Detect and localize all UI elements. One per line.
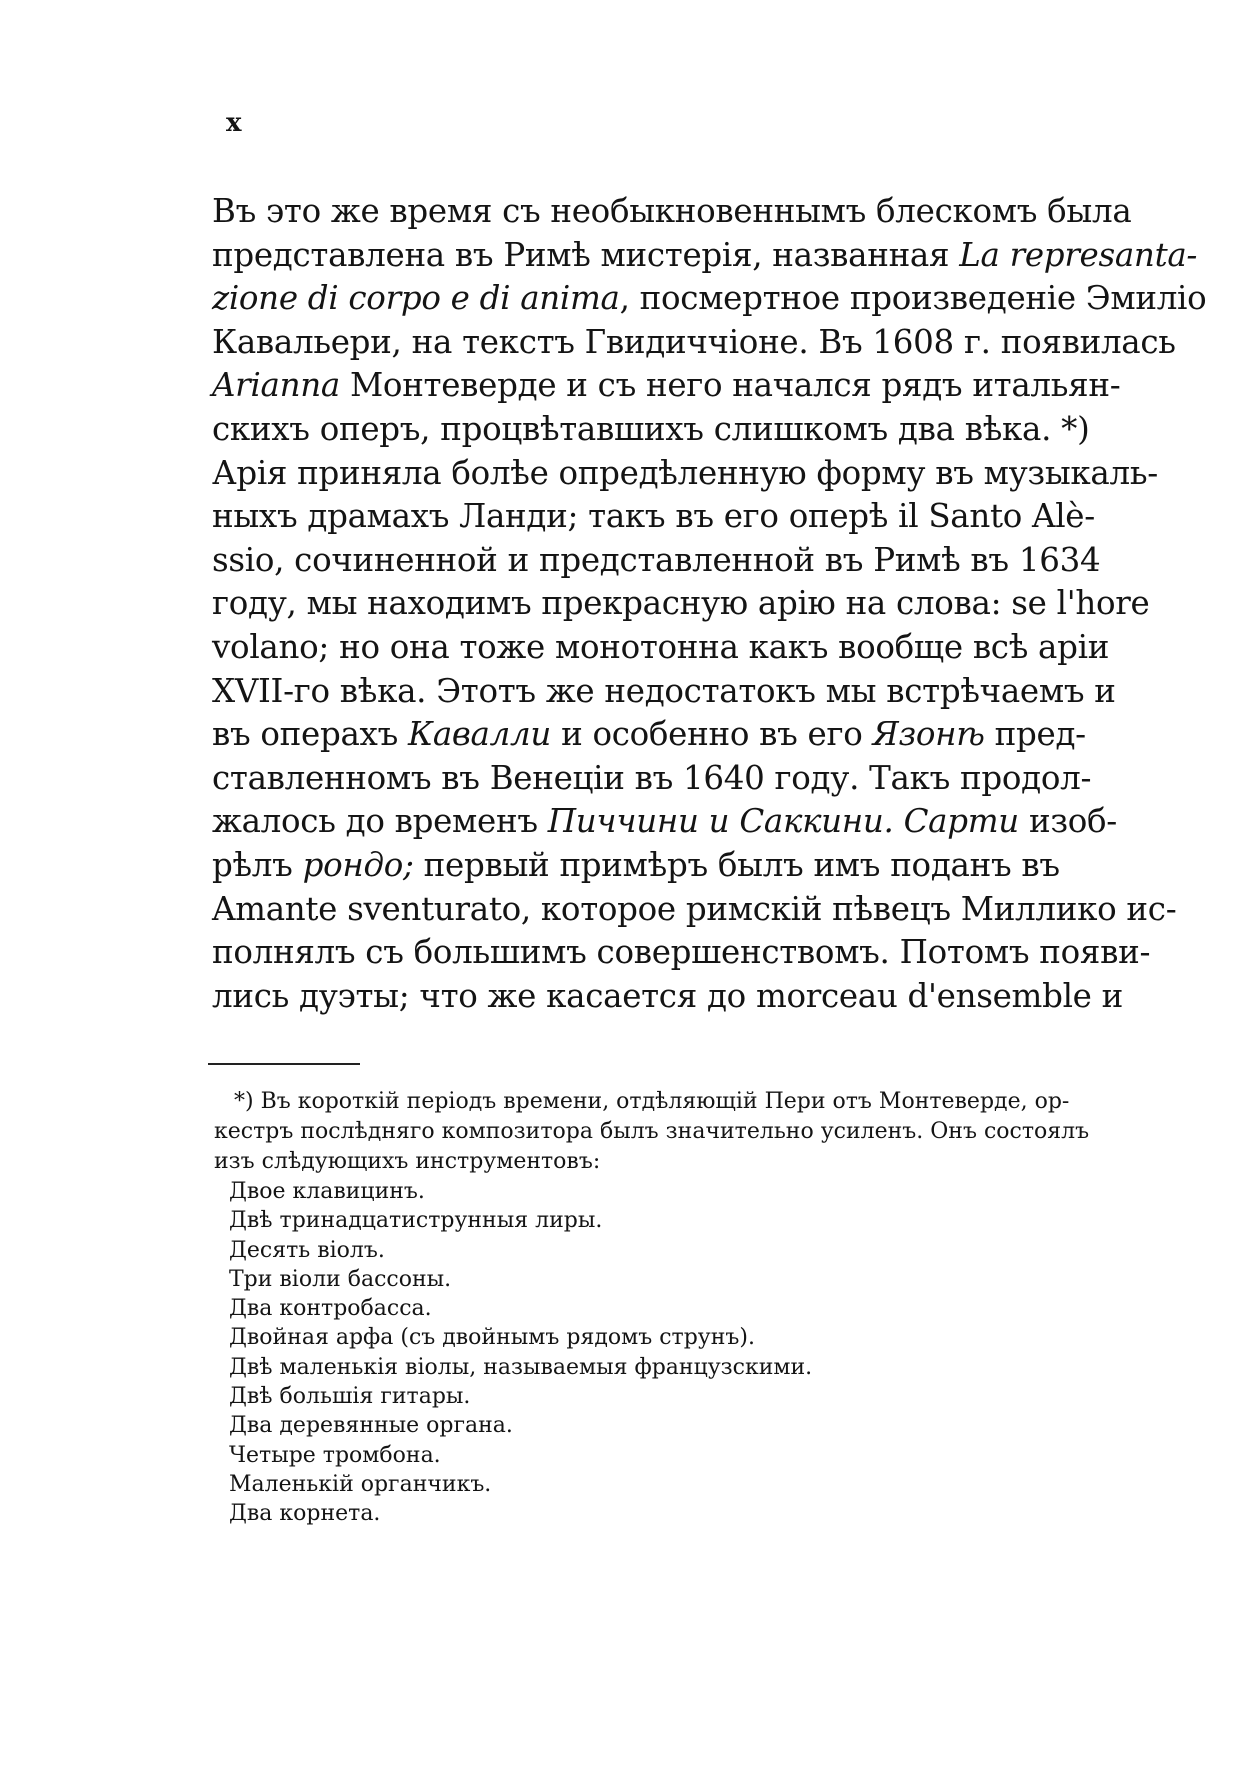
- text-line: [212, 931, 1151, 975]
- text-line: [212, 582, 1150, 626]
- text-run: и особенно въ его: [551, 715, 873, 754]
- text-line: [212, 626, 1110, 670]
- text-run: Арія приняла болѣе опредѣленную форму въ музыкаль-: [212, 453, 1158, 492]
- text-run: volano; но она тоже монотонна какъ вообще всѣ аріи: [212, 627, 1110, 666]
- text-line: [212, 800, 1117, 844]
- text-line: [212, 190, 1132, 234]
- instrument-item: Четыре тромбона.: [229, 1442, 441, 1468]
- text-run: лись дуэты; что же касается до morceau d'ensemble и: [212, 976, 1123, 1015]
- text-run: представлена въ Римѣ мистерія, названная: [212, 235, 960, 274]
- text-run: рѣлъ: [212, 845, 303, 884]
- italic-run: рондо;: [302, 845, 414, 884]
- text-line: [212, 452, 1158, 496]
- text-line: [212, 495, 1095, 539]
- italic-run: Язонѣ: [872, 715, 985, 754]
- instrument-item: Два контробасса.: [229, 1296, 432, 1322]
- page-number: x: [226, 108, 242, 138]
- instrument-list: [214, 1177, 1054, 1529]
- text-line: [212, 277, 1207, 321]
- text-line: [212, 844, 1060, 888]
- text-run: ставленномъ въ Венеціи въ 1640 году. Такъ продол-: [212, 758, 1092, 797]
- body-text: [212, 190, 1207, 1018]
- footnote-line: *) Въ короткій періодъ времени, отдѣляющій Пери отъ Монтеверде, ор-: [234, 1089, 1070, 1114]
- footnote-divider: [208, 1063, 360, 1065]
- text-run: пред-: [984, 715, 1086, 754]
- instrument-item: Три віоли бассоны.: [229, 1266, 452, 1292]
- text-run: году, мы находимъ прекрасную арію на слова: se l'hore: [212, 584, 1150, 623]
- instrument-item: Двѣ тринадцатиструнныя лиры.: [229, 1208, 603, 1234]
- instrument-item: Маленькій органчикъ.: [229, 1471, 492, 1497]
- text-run: XVII-го вѣка. Этотъ же недостатокъ мы встрѣчаемъ и: [212, 671, 1116, 710]
- instrument-item: Двойная арфа (съ двойнымъ рядомъ струнъ).: [229, 1325, 755, 1351]
- text-run: скихъ оперъ, процвѣтавшихъ слишкомъ два вѣка. *): [212, 409, 1090, 448]
- footnote-line: изъ слѣдующихъ инструментовъ:: [214, 1149, 601, 1174]
- instrument-item: Десять віолъ.: [229, 1237, 385, 1263]
- text-run: полнялъ съ большимъ совершенствомъ. Потомъ появи-: [212, 933, 1151, 972]
- text-line: [212, 713, 1086, 757]
- italic-run: Кавалли: [408, 715, 552, 754]
- italic-run: zione di corpo e di anima: [212, 279, 620, 318]
- footnote-line: кестръ послѣдняго композитора былъ значительно усиленъ. Онъ состоялъ: [214, 1119, 1090, 1144]
- text-line: [212, 408, 1090, 452]
- text-run: жалось до временъ: [212, 802, 548, 841]
- footnote: [214, 1087, 1090, 1529]
- instrument-item: Двѣ маленькія віолы, называемыя французскими.: [229, 1354, 813, 1380]
- text-line: [212, 234, 1198, 278]
- instrument-item: Двѣ большія гитары.: [229, 1384, 471, 1410]
- text-line: [212, 321, 1176, 365]
- text-run: Кавальери, на текстъ Гвидиччіоне. Въ 1608 г. появилась: [212, 322, 1176, 361]
- text-run: ныхъ драмахъ Ланди; такъ въ его оперѣ il Santo Alè-: [212, 497, 1095, 536]
- italic-run: Пиччини и Саккини. Сарти: [547, 802, 1019, 841]
- text-run: Въ это же время съ необыкновеннымъ блескомъ была: [212, 192, 1132, 230]
- text-line: [212, 888, 1177, 932]
- italic-run: Arianna: [212, 366, 340, 405]
- text-line: [212, 670, 1116, 714]
- instrument-item: Два корнета.: [229, 1501, 381, 1527]
- text-run: изоб-: [1018, 802, 1117, 841]
- text-run: первый примѣръ былъ имъ поданъ въ: [413, 845, 1060, 884]
- text-line: [212, 975, 1123, 1019]
- instrument-item: Два деревянные органа.: [229, 1413, 513, 1439]
- text-run: Amante sventurato, которое римскій пѣвецъ Миллико ис-: [212, 889, 1177, 928]
- italic-run: La represanta-: [959, 235, 1198, 274]
- text-line: [212, 364, 1121, 408]
- instrument-item: Двое клавицинъ.: [229, 1179, 425, 1204]
- text-line: [212, 757, 1092, 801]
- text-run: , посмертное произведеніе Эмиліо: [619, 279, 1207, 318]
- text-line: [212, 539, 1101, 583]
- text-run: Монтеверде и съ него начался рядъ итальян-: [339, 366, 1121, 405]
- text-run: ssio, сочиненной и представленной въ Римѣ въ 1634: [212, 540, 1101, 579]
- text-run: въ операхъ: [212, 715, 408, 754]
